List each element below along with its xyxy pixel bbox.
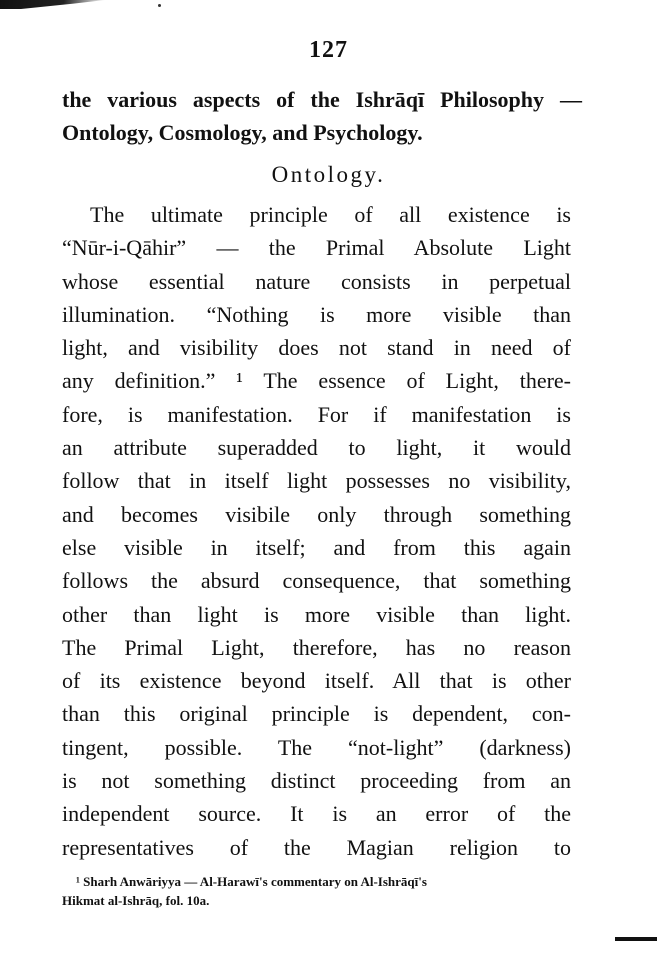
body-line: an attribute superadded to light, it would [62,435,571,461]
continuation-line-2: Ontology, Cosmology, and Psychology. [62,120,423,146]
scan-edge-mark-bottom [615,937,657,941]
body-line: representatives of the Magian religion to [62,834,571,860]
body-line: else visible in itself; and from this again [62,534,571,560]
body-line: whose essential nature consists in perpetual [62,268,571,294]
body-line: follows the absurd consequence, that something [62,568,571,594]
body-line: of its existence beyond itself. All that is other [62,668,571,694]
body-line: illumination. “Nothing is more visible than [62,301,571,327]
body-line: The ultimate principle of all existence is [90,202,571,227]
body-line: any definition.” ¹ The essence of Light, there- [62,368,571,394]
body-line: than this original principle is dependent, con- [62,701,571,727]
body-line: follow that in itself light possesses no visibility, [62,468,571,494]
body-line: other than light is more visible than light. [62,601,571,627]
continuation-line-1: the various aspects of the Ishrāqī Philosophy — [62,87,582,112]
section-heading: Ontology. [271,162,386,187]
body-paragraph [62,198,571,864]
footnote-line-1: ¹ Sharh Anwāriyya — Al-Harawī's commentary on Al-Ishrāqī's [76,874,427,889]
body-line: and becomes visibile only through something [62,501,571,527]
footnote-line-2: Hikmat al-Ishrāq, fol. 10a. [62,893,210,908]
body-line: The Primal Light, therefore, has no reason [62,634,571,660]
body-line: light, and visibility does not stand in need of [62,335,571,361]
body-line: independent source. It is an error of the [62,801,571,827]
page-number: 127 [309,37,348,63]
body-line: fore, is manifestation. For if manifestation is [62,401,571,427]
scan-speck [158,4,161,7]
footnote [62,872,571,910]
body-line: “Nūr-i-Qāhir” — the Primal Absolute Light [62,235,571,261]
body-line: is not something distinct proceeding from an [62,768,571,794]
continuation-paragraph [62,83,582,150]
scan-edge-mark-top [0,0,105,9]
body-line: tingent, possible. The “not-light” (darkness) [62,734,571,760]
